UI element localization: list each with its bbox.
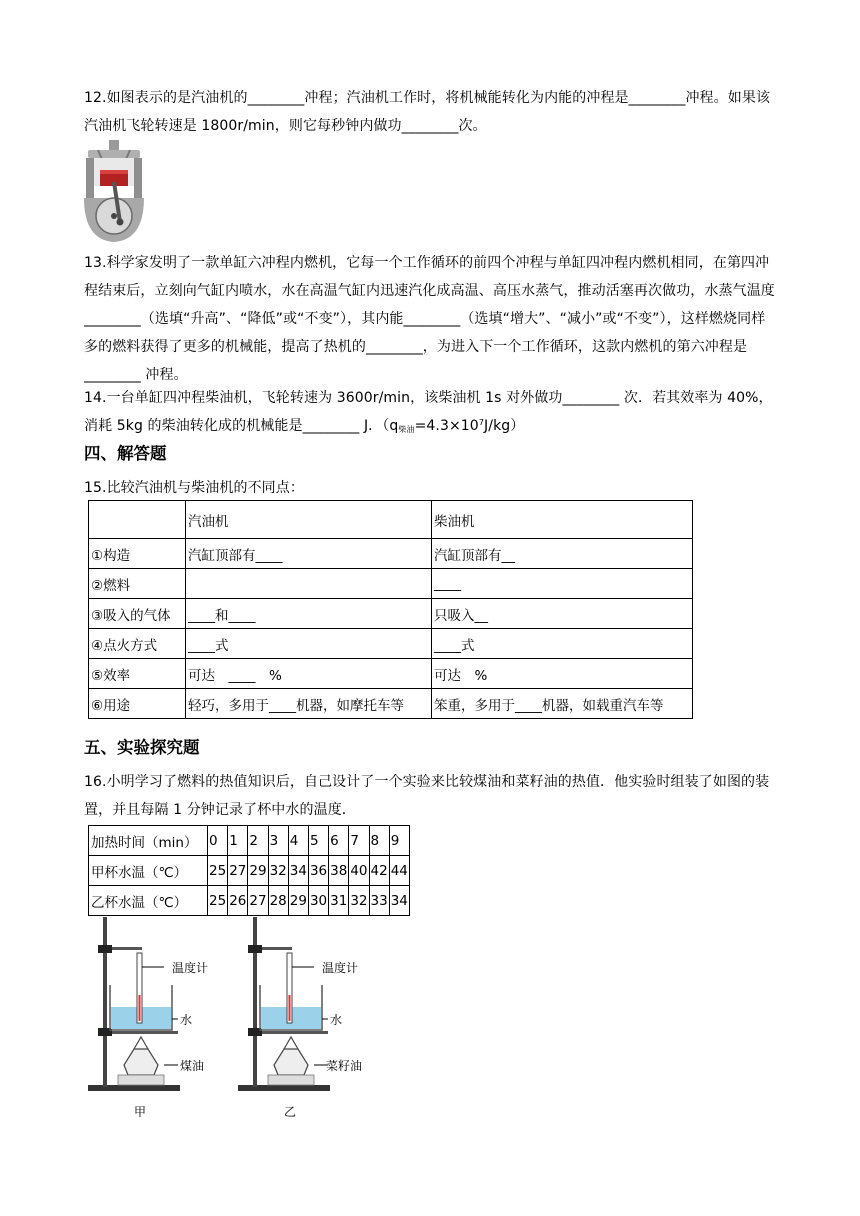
table-cell: ____式 — [432, 629, 693, 659]
table-cell: 可达 ____ % — [186, 659, 432, 689]
question-14 — [84, 384, 778, 442]
caption-left: 甲 — [134, 1105, 147, 1119]
temperature-table — [88, 825, 410, 916]
table-cell: 36 — [308, 856, 328, 886]
table-cell: 笨重，多用于____机器，如载重汽车等 — [432, 689, 693, 719]
table-cell: 38 — [329, 856, 349, 886]
table-row — [89, 886, 410, 916]
table-cell: 乙杯水温（℃） — [89, 886, 208, 916]
table-cell: 5 — [308, 826, 328, 856]
table-cell: 2 — [248, 826, 268, 856]
table-cell: 32 — [268, 856, 288, 886]
table-row — [89, 629, 693, 659]
question-16: 16.小明学习了燃料的热值知识后，自己设计了一个实验来比较煤油和菜籽油的热值．他实验时组装了如图的装置，并且每隔 1 分钟记录了杯中水的温度． — [84, 774, 770, 818]
table-cell: 26 — [228, 886, 248, 916]
table-row — [89, 599, 693, 629]
question-12: 12.如图表示的是汽油机的________冲程；汽油机工作时，将机械能转化为内能的冲程是________冲程。如果该汽油机飞轮转速是 1800r/min，则它每秒钟内做功________次。 — [84, 90, 771, 134]
question-14-exponent: 7 — [478, 418, 485, 427]
table-cell: 27 — [228, 856, 248, 886]
table-row — [89, 856, 410, 886]
comparison-table — [88, 500, 693, 719]
table-cell — [89, 501, 186, 539]
table-cell: 柴油机 — [432, 501, 693, 539]
table-cell: 汽缸顶部有__ — [432, 539, 693, 569]
table-cell: 40 — [349, 856, 369, 886]
table-cell: ④点火方式 — [89, 629, 186, 659]
table-cell: 7 — [349, 826, 369, 856]
table-cell: 44 — [389, 856, 409, 886]
question-14-unit: J/kg） — [484, 418, 525, 434]
table-cell: 27 — [248, 886, 268, 916]
table-cell: 1 — [228, 826, 248, 856]
table-cell: 29 — [288, 886, 308, 916]
table-cell: ⑥用途 — [89, 689, 186, 719]
table-row — [89, 689, 693, 719]
table-cell: 6 — [329, 826, 349, 856]
label-water-right: 水 — [330, 1013, 343, 1027]
table-cell: 只吸入__ — [432, 599, 693, 629]
table-cell: ⑤效率 — [89, 659, 186, 689]
label-thermometer-right: 温度计 — [322, 961, 359, 975]
table-cell: 25 — [208, 886, 228, 916]
label-fuel-left: 煤油 — [180, 1059, 205, 1073]
table-cell: 42 — [369, 856, 389, 886]
table-cell: 0 — [208, 826, 228, 856]
table-cell: ____和____ — [186, 599, 432, 629]
apparatus-right — [238, 917, 330, 1091]
table-cell: ____ — [432, 569, 693, 599]
question-15-intro: 15.比较汽油机与柴油机的不同点： — [84, 480, 304, 496]
table-cell: ③吸入的气体 — [89, 599, 186, 629]
section-heading-4: 四、解答题 — [84, 444, 167, 463]
table-cell: 可达 % — [432, 659, 693, 689]
experiment-apparatus-figure — [84, 915, 384, 1125]
table-cell: 31 — [329, 886, 349, 916]
question-14-subscript: 柴油 — [398, 425, 415, 434]
table-cell: 4 — [288, 826, 308, 856]
label-water-left: 水 — [180, 1013, 193, 1027]
caption-right: 乙 — [284, 1105, 297, 1119]
table-cell: 加热时间（min） — [89, 826, 208, 856]
table-cell: ②燃料 — [89, 569, 186, 599]
question-14-value: =4.3×10 — [414, 418, 479, 434]
table-cell: 30 — [308, 886, 328, 916]
table-cell: 25 — [208, 856, 228, 886]
apparatus-left — [88, 917, 180, 1091]
table-cell: 汽缸顶部有____ — [186, 539, 432, 569]
table-cell: ____式 — [186, 629, 432, 659]
table-row — [89, 659, 693, 689]
table-row — [89, 569, 693, 599]
table-header-row — [89, 501, 693, 539]
table-cell: 28 — [268, 886, 288, 916]
label-thermometer-left: 温度计 — [172, 961, 209, 975]
table-cell: 3 — [268, 826, 288, 856]
table-cell: 33 — [369, 886, 389, 916]
table-cell: ①构造 — [89, 539, 186, 569]
table-cell: 34 — [288, 856, 308, 886]
label-fuel-right: 菜籽油 — [326, 1059, 363, 1073]
table-cell: 9 — [389, 826, 409, 856]
table-cell: 29 — [248, 856, 268, 886]
table-cell: 32 — [349, 886, 369, 916]
question-13: 13.科学家发明了一款单缸六冲程内燃机，它每一个工作循环的前四个冲程与单缸四冲程内燃机相同，在第四冲程结束后，立刻向气缸内喷水，水在高温气缸内迅速汽化成高温、高压水蒸气，推动活塞再次做功，水蒸气温度________（选填“升高”、“降低”或“不变”），其内能________（选填“增大”、“减小”或“不变”），这样燃烧同样多的燃料获得了更多的机械能，提高了热机的________，为进入下一个工作循环，这款内燃机的第六冲程是________ 冲程。 — [84, 255, 775, 383]
table-cell: 34 — [389, 886, 409, 916]
table-cell — [186, 569, 432, 599]
table-header-row — [89, 826, 410, 856]
section-heading-5: 五、实验探究题 — [84, 738, 200, 757]
table-row — [89, 539, 693, 569]
table-cell: 轻巧，多用于____机器，如摩托车等 — [186, 689, 432, 719]
table-cell: 8 — [369, 826, 389, 856]
question-14-text: 14.一台单缸四冲程柴油机，飞轮转速为 3600r/min，该柴油机 1s 对外做功________ 次．若其效率为 40%，消耗 5kg 的柴油转化成的机械能是________ J．（q — [84, 390, 773, 434]
engine-stroke-illustration — [80, 140, 148, 245]
table-cell: 甲杯水温（℃） — [89, 856, 208, 886]
table-cell: 汽油机 — [186, 501, 432, 539]
